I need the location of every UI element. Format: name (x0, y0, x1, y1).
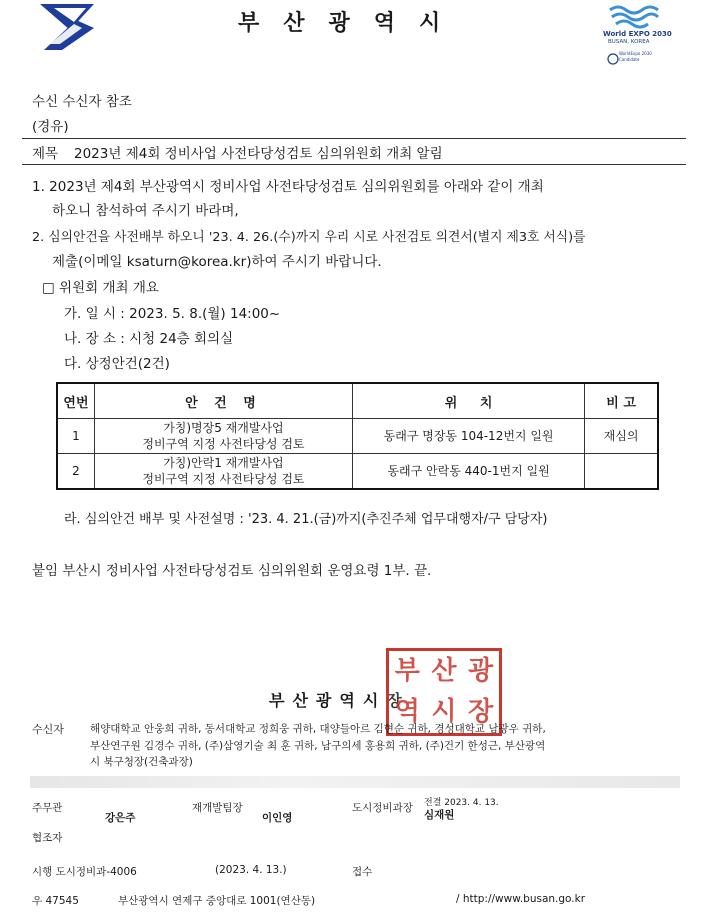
divider (22, 164, 686, 165)
row-number: 2 (57, 454, 94, 490)
item-agenda: 다. 상정안건(2건) (64, 356, 170, 372)
recipients-line1: 해양대학교 안웅희 귀하, 동서대학교 정희웅 귀하, 대양들아르 김현순 귀하, 경성대학교 남광우 귀하, (90, 723, 546, 735)
cooperator-label: 협조자 (32, 832, 63, 844)
website-link[interactable]: / http://www.busan.go.kr (456, 893, 586, 905)
director-name: 심재원 (424, 809, 455, 821)
expo-badge1: WorldExpo 2030 (619, 51, 652, 56)
enforcement-number: 시행 도시정비과-4006 (32, 866, 137, 878)
seal-char: 역 (394, 697, 420, 727)
agenda-table (56, 382, 659, 490)
paragraph-1-line1: 1. 2023년 제4회 부산광역시 정비사업 사전타당성검토 심의위원회를 아래와 같이 개최 (32, 179, 544, 195)
attachment-line: 붙임 부산시 정비사업 사전타당성검토 심의위원회 운영요령 1부. 끝. (32, 563, 432, 579)
table-header-row (57, 383, 658, 419)
team-label: 재개발팀장 (192, 802, 243, 814)
recipients-line3: 시 북구청장(건축과장) (90, 756, 193, 768)
director-label: 도시정비과장 (352, 802, 413, 814)
agenda-name-cell (94, 419, 352, 454)
table-row (57, 454, 658, 490)
approval-note: 전결 2023. 4. 13. (424, 798, 499, 808)
agenda-name-line2: 정비구역 지정 사전타당성 검토 (142, 472, 305, 486)
item-date: 가. 일 시 : 2023. 5. 8.(월) 14:00~ (64, 306, 281, 322)
expo-line1: World EXPO 2030 (603, 30, 672, 38)
agenda-name-cell (94, 454, 352, 490)
paragraph-1-line2: 하오니 참석하여 주시기 바라며, (52, 203, 239, 219)
seal-char: 광 (468, 656, 494, 686)
agenda-name-line2: 정비구역 지정 사전타당성 검토 (142, 437, 305, 451)
item-distribution: 라. 심의안건 배부 및 사전설명 : '23. 4. 21.(금)까지(추진주체 업무대행자/구 담당자) (64, 512, 548, 527)
column-header: 비 고 (585, 383, 658, 419)
address: 부산광역시 연제구 중앙대로 1001(연산동) (118, 895, 316, 907)
note-cell: 재심의 (585, 419, 658, 454)
agenda-name-line1: 가칭)안락1 재개발사업 (163, 456, 284, 470)
column-header: 안 건 명 (94, 383, 352, 419)
subject-text: 2023년 제4회 정비사업 사전타당성검토 심의위원회 개최 알림 (74, 146, 443, 162)
paragraph-2-line2: 제출(이메일 ksaturn@korea.kr)하여 주시기 바랍니다. (52, 254, 382, 270)
seal-char: 산 (431, 656, 457, 686)
paragraph-2-line1: 2. 심의안건을 사전배부 하오니 '23. 4. 26.(수)까지 우리 시로 사전검토 의견서(별지 제3호 서식)를 (32, 230, 586, 245)
postal-code: 우 47545 (32, 895, 79, 907)
staff-label: 주무관 (32, 802, 63, 814)
subject-label: 제목 (32, 146, 59, 162)
receipt-label: 접수 (352, 866, 373, 878)
agenda-name-line1: 가칭)명장5 재개발사업 (163, 421, 284, 435)
expo-line2: BUSAN, KOREA (608, 39, 650, 45)
column-header: 위 치 (352, 383, 584, 419)
sender-name: 부산광역시장 (269, 691, 410, 710)
seal-char: 장 (468, 697, 494, 727)
location-cell: 동래구 안락동 440-1번지 일원 (352, 454, 584, 490)
row-number: 1 (57, 419, 94, 454)
staff-name: 강은주 (105, 812, 136, 824)
seal-char: 시 (431, 697, 457, 727)
item-place: 나. 장 소 : 시청 24층 회의실 (64, 331, 234, 347)
enforcement-date: (2023. 4. 13.) (215, 864, 287, 876)
recipients-label: 수신자 (32, 723, 64, 736)
location-cell: 동래구 명장동 104-12번지 일원 (352, 419, 584, 454)
expo-badge2: Candidate (619, 57, 640, 62)
team-name: 이인영 (262, 812, 293, 824)
recipient-line: 수신 수신자 참조 (32, 94, 132, 110)
letterhead-title: 부산광역시 (238, 11, 465, 36)
recipients-line2: 부산연구원 김경수 귀하, (주)삼영기술 최 훈 귀하, 남구의세 홍용희 귀하, (주)건기 한성근, 부산광역 (90, 740, 546, 752)
via-line: (경유) (32, 119, 69, 135)
table-row (57, 419, 658, 454)
separator-band (30, 776, 680, 788)
seal-char: 부 (394, 656, 420, 686)
column-header: 연번 (57, 383, 94, 419)
overview-title: □ 위원회 개최 개요 (42, 280, 159, 296)
divider (22, 138, 686, 139)
note-cell (585, 454, 658, 490)
busan-city-logo-icon (36, 0, 100, 52)
